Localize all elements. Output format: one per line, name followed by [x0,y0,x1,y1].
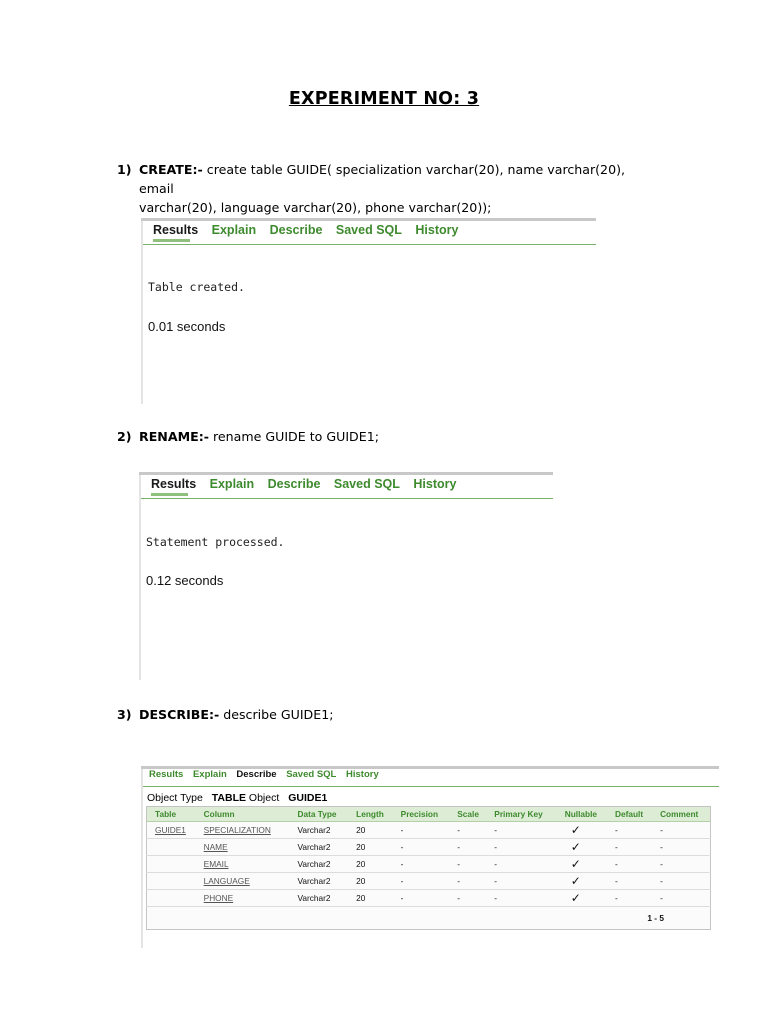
pane-left-edge [141,221,143,404]
tab-results[interactable]: Results [149,769,184,780]
tab-explain[interactable]: Explain [192,769,227,780]
length: 20 [348,873,392,890]
default: - [607,890,652,907]
sql-text-line1: create table GUIDE( specialization varchar(20), name varchar(20), email [139,162,625,196]
check-icon: ✓ [557,856,607,873]
tab-explain[interactable]: Explain [209,477,255,491]
column-link[interactable]: SPECIALIZATION [196,822,290,839]
scale: - [449,856,486,873]
item-number: 3) [117,707,132,722]
tab-underline [141,498,553,499]
item-number: 2) [117,429,132,444]
data-type: Varchar2 [289,856,348,873]
tab-underline [143,244,596,245]
tab-results[interactable]: Results [151,477,197,491]
column-header: Length [348,807,392,822]
default: - [607,839,652,856]
question-describe [117,705,639,724]
length: 20 [348,822,392,839]
default: - [607,873,652,890]
object-type-value: TABLE [211,792,246,804]
check-icon: ✓ [557,839,607,856]
keyword: RENAME:- [139,429,209,444]
tab-results[interactable]: Results [153,223,199,237]
tab-describe[interactable]: Describe [267,477,321,491]
result-message: Statement processed. [146,535,285,549]
column-header: Column [196,807,290,822]
column-header: Default [607,807,652,822]
sql-text-line2: varchar(20), language varchar(20), phone varchar(20)); [139,200,492,215]
table-cell [147,890,196,907]
header-row [147,807,711,822]
sql-text-line1: describe GUIDE1; [219,707,334,722]
default: - [607,856,652,873]
column-header: Scale [449,807,486,822]
object-type-label: Object Type [147,792,203,804]
column-link[interactable]: NAME [196,839,290,856]
comment: - [652,856,710,873]
column-link[interactable]: LANGUAGE [196,873,290,890]
object-info [147,792,327,804]
pane-left-edge [141,769,143,948]
tab-bar [151,477,466,491]
elapsed-time: 0.12 seconds [146,573,224,588]
precision: - [393,822,450,839]
object-label: Object [248,792,280,804]
table-row [147,873,711,890]
tab-saved-sql[interactable]: Saved SQL [286,769,337,780]
primary-key: - [486,873,556,890]
data-type: Varchar2 [289,839,348,856]
object-value: GUIDE1 [288,792,328,804]
result-message: Table created. [148,280,245,294]
keyword: DESCRIBE:- [139,707,220,722]
check-icon: ✓ [557,822,607,839]
describe-table [146,806,711,930]
table-row [147,822,711,839]
length: 20 [348,839,392,856]
scale: - [449,873,486,890]
describe-pane [141,762,719,948]
length: 20 [348,890,392,907]
keyword: CREATE:- [139,162,203,177]
tab-underline [143,786,719,787]
precision: - [393,839,450,856]
table-link[interactable]: GUIDE1 [147,822,196,839]
tab-history[interactable]: History [415,223,459,237]
question-rename [117,427,639,446]
data-type: Varchar2 [289,822,348,839]
column-header: Primary Key [486,807,556,822]
check-icon: ✓ [557,873,607,890]
elapsed-time: 0.01 seconds [148,319,226,334]
tab-describe[interactable]: Describe [269,223,323,237]
pagination: 1 - 5 [647,913,664,923]
column-header: Table [147,807,196,822]
tab-history[interactable]: History [413,477,457,491]
tab-describe[interactable]: Describe [236,769,277,780]
length: 20 [348,856,392,873]
primary-key: - [486,839,556,856]
precision: - [393,873,450,890]
tab-saved-sql[interactable]: Saved SQL [333,477,400,491]
pagination-row [147,907,711,930]
pane-top-bar [141,218,596,221]
primary-key: - [486,822,556,839]
column-link[interactable]: EMAIL [196,856,290,873]
table-cell [147,873,196,890]
column-link[interactable]: PHONE [196,890,290,907]
comment: - [652,822,710,839]
column-header: Comment [652,807,710,822]
primary-key: - [486,890,556,907]
precision: - [393,890,450,907]
tab-history[interactable]: History [346,769,379,780]
primary-key: - [486,856,556,873]
column-header: Data Type [289,807,348,822]
comment: - [652,873,710,890]
question-create [117,160,639,217]
precision: - [393,856,450,873]
scale: - [449,890,486,907]
column-header: Nullable [557,807,607,822]
comment: - [652,890,710,907]
table-cell [147,839,196,856]
table-row [147,856,711,873]
default: - [607,822,652,839]
tab-saved-sql[interactable]: Saved SQL [335,223,402,237]
table-row [147,890,711,907]
results-pane-create [141,218,596,404]
item-number: 1) [117,162,132,177]
tab-bar [153,223,468,237]
tab-explain[interactable]: Explain [211,223,257,237]
column-header: Precision [393,807,450,822]
comment: - [652,839,710,856]
pane-top-bar [139,472,553,475]
table-cell [147,856,196,873]
scale: - [449,822,486,839]
data-type: Varchar2 [289,890,348,907]
data-type: Varchar2 [289,873,348,890]
sql-text-line1: rename GUIDE to GUIDE1; [209,429,379,444]
results-pane-rename [139,472,553,680]
page-title: EXPERIMENT NO: 3 [288,89,480,109]
tab-bar [149,769,386,780]
table-row [147,839,711,856]
check-icon: ✓ [557,890,607,907]
scale: - [449,839,486,856]
pane-left-edge [139,475,141,680]
